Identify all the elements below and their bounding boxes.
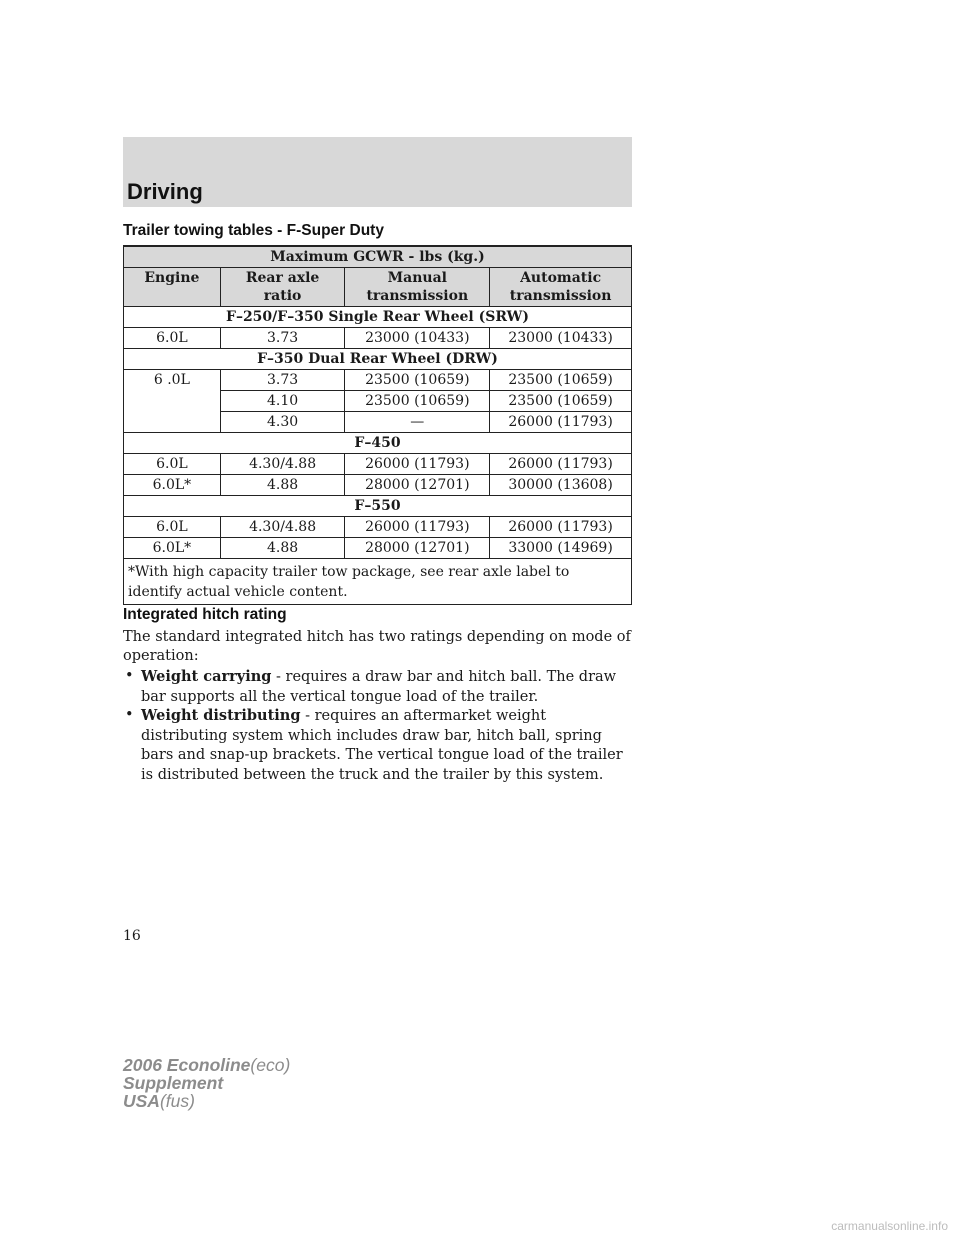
table-row [124,328,632,349]
col-header-automatic: Automatic transmission [490,268,632,307]
table-header-row [124,268,632,307]
col-header-engine: Engine [124,268,221,307]
cell-automatic: 33000 (14969) [490,538,632,559]
cell-engine: 6.0L* [124,475,221,496]
bullet-dot-icon: • [125,707,134,723]
bullet-body [141,667,633,707]
cell-manual: 23500 (10659) [345,370,490,391]
cell-engine: 6.0L [124,328,221,349]
cell-automatic: 26000 (11793) [490,454,632,475]
cell-axle: 3.73 [220,328,345,349]
group-row [124,433,632,454]
cell-manual: 23000 (10433) [345,328,490,349]
cell-automatic: 26000 (11793) [490,412,632,433]
footer-region-code: (fus) [159,1091,195,1111]
cell-axle: 3.73 [220,370,345,391]
table-main-title: Maximum GCWR - lbs (kg.) [124,246,632,268]
cell-engine: 6.0L* [124,538,221,559]
cell-engine: 6.0L [124,517,221,538]
table-title: Trailer towing tables - F-Super Duty [123,222,384,239]
group-name: F–450 [124,433,632,454]
cell-automatic: 30000 (13608) [490,475,632,496]
col-header-axle: Rear axle ratio [220,268,345,307]
cell-engine: 6.0L [124,454,221,475]
bullet-term: Weight distributing [141,707,301,724]
group-row [124,496,632,517]
bullet-item [123,706,633,785]
group-name: F–550 [124,496,632,517]
cell-axle: 4.30/4.88 [220,454,345,475]
page-number: 16 [123,928,141,944]
footer-line-1 [123,1056,290,1074]
cell-axle: 4.30 [220,412,345,433]
group-name: F–350 Dual Rear Wheel (DRW) [124,349,632,370]
bullet-item [123,667,633,707]
cell-manual: 26000 (11793) [345,454,490,475]
hitch-intro: The standard integrated hitch has two ratings depending on mode of operation: [123,629,631,664]
footer-line-2: Supplement [123,1073,224,1093]
bullet-body [141,706,633,785]
bullet-text: - requires an aftermarket weight distributing system which includes draw bar, hitch ball, spring bars and snap-up brackets. The vertical tongue load of the trailer is distributed between the truck and the trailer by this system. [141,708,623,783]
footer-model-code: (eco) [250,1055,291,1075]
cell-axle: 4.10 [220,391,345,412]
cell-manual: 28000 (12701) [345,475,490,496]
bullet-dot-icon: • [125,668,134,684]
table-footnote: *With high capacity trailer tow package, see rear axle label to identify actual vehicle content. [124,559,632,605]
bullet-term: Weight carrying [141,668,272,685]
cell-manual: 26000 (11793) [345,517,490,538]
group-row [124,307,632,328]
bullet-text: - requires a draw bar and hitch ball. The draw bar supports all the vertical tongue load of the trailer. [141,669,617,705]
cell-manual: 23500 (10659) [345,391,490,412]
cell-axle: 4.88 [220,538,345,559]
cell-manual: 28000 (12701) [345,538,490,559]
towing-table [123,245,632,605]
cell-automatic: 23500 (10659) [490,391,632,412]
footer-model: 2006 Econoline [123,1055,251,1075]
table-title-row [124,246,632,268]
table-row [124,538,632,559]
section-title: Driving [127,179,203,204]
footer-region: USA [123,1091,160,1111]
group-name: F–250/F–350 Single Rear Wheel (SRW) [124,307,632,328]
table-row [124,517,632,538]
footer-line-3 [123,1092,290,1110]
cell-axle: 4.30/4.88 [220,517,345,538]
cell-axle: 4.88 [220,475,345,496]
col-header-manual: Manual transmission [345,268,490,307]
document-footer [123,1056,290,1110]
table-row [124,475,632,496]
group-row [124,349,632,370]
table-row [124,454,632,475]
cell-manual: — [345,412,490,433]
cell-automatic: 23500 (10659) [490,370,632,391]
cell-automatic: 26000 (11793) [490,517,632,538]
watermark: carmanualsonline.info [831,1219,948,1233]
cell-engine: 6 .0L [124,370,221,433]
section-header-band [123,137,632,207]
cell-automatic: 23000 (10433) [490,328,632,349]
hitch-heading: Integrated hitch rating [123,606,287,623]
table-row [124,370,632,391]
footnote-row [124,559,632,605]
